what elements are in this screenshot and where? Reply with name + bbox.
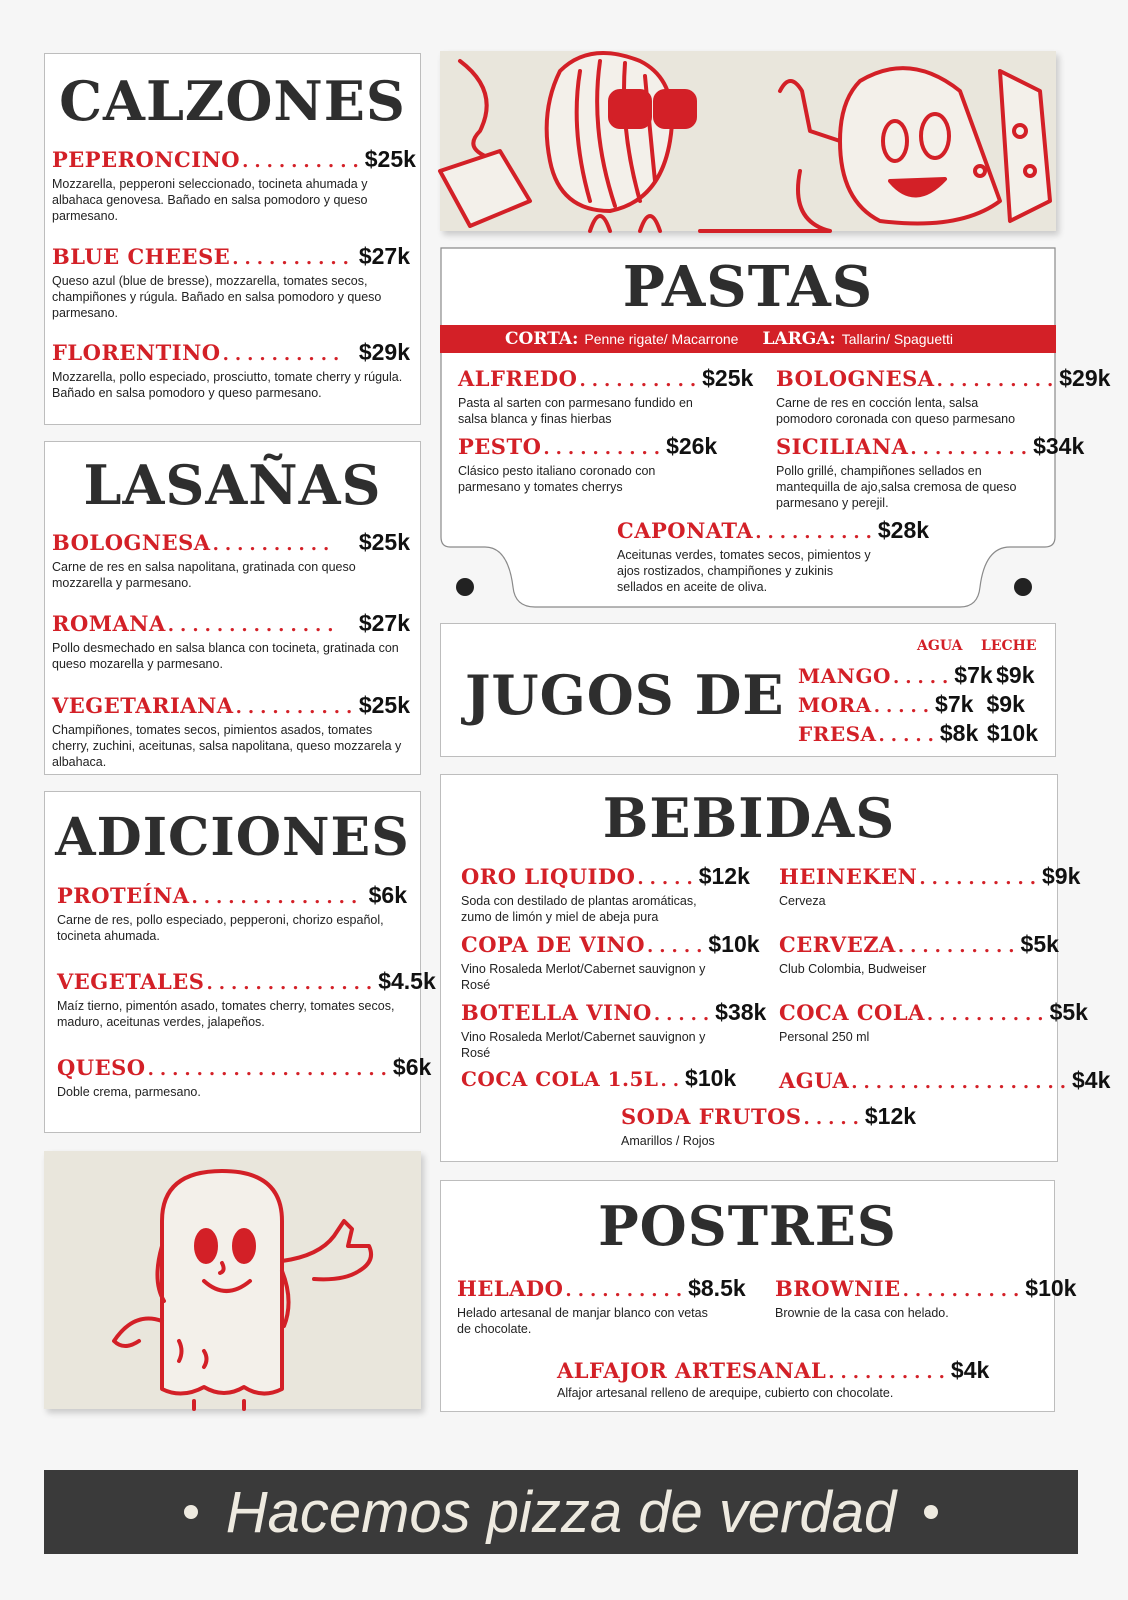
price-leche: $9k [996, 662, 1035, 688]
menu-item: COCA COLA .......... $5k Personal 250 ml [779, 999, 1088, 1044]
menu-item: SICILIANA .......... $34k Pollo grillé, champiñones sellados en mantequilla de ajo,salsa cremosa de queso parmesano y perejil. [776, 433, 1085, 510]
item-description: Pollo desmechado en salsa blanca con tocineta, gratinada con queso mozarella y parmesano. [52, 641, 399, 671]
pasta-cheese-illustration [440, 51, 1056, 231]
item-price: $27k [358, 243, 410, 269]
item-name: BROWNIE [775, 1276, 901, 1301]
adiciones-title: ADICIONES [55, 807, 410, 868]
lasanas-section [44, 441, 421, 775]
corta-label: CORTA: [505, 329, 579, 349]
menu-item: BLUE CHEESE .......... $27k Queso azul (blue de bresse), mozzarella, tomates secos, champiñones y rúgula. Bañado en salsa pomodoro y queso parmesano. [52, 243, 410, 320]
jugos-col-leche: LECHE [981, 638, 1037, 654]
item-price: $27k [358, 610, 410, 636]
menu-item: HELADO .......... $8.5k Helado artesanal de manjar blanco con vetas de chocolate. [457, 1275, 746, 1336]
menu-item: ALFAJOR ARTESANAL .......... $4k Alfajor artesanal relleno de arequipe, cubierto con chocolate. [557, 1357, 990, 1400]
item-name: VEGETARIANA [52, 693, 234, 718]
slogan-banner [44, 1470, 1078, 1554]
menu-item: VEGETARIANA .......... $25k Champiñones, tomates secos, pimientos asados, tomates cherry, zuchini, aceitunas, salsa napolitana, queso mozzarela y albahaca. [52, 692, 410, 769]
item-name: HELADO [457, 1276, 564, 1301]
menu-item: ALFREDO .......... $25k Pasta al sarten con parmesano fundido en salsa blanca y finas hierbas [458, 365, 754, 426]
item-price: $10k [685, 1065, 737, 1091]
item-name: COCA COLA [779, 1000, 925, 1025]
item-price: $29k [358, 339, 410, 365]
item-name: PROTEÍNA [57, 883, 190, 908]
price-leche: $9k [986, 691, 1025, 717]
item-description: Personal 250 ml [779, 1030, 870, 1044]
item-price: $5k [1049, 999, 1088, 1025]
item-name: PESTO [458, 434, 542, 459]
menu-item: BROWNIE .......... $10k Brownie de la casa con helado. [775, 1275, 1077, 1320]
item-name: CAPONATA [617, 518, 754, 543]
item-price: $6k [368, 882, 407, 908]
menu-item: ORO LIQUIDO ..... $12k Soda con destilado de plantas aromáticas, zumo de limón y miel de abeja pura [461, 863, 750, 924]
corta-text: Penne rigate/ Macarrone [584, 331, 739, 347]
item-name: MANGO [798, 664, 891, 688]
item-name: QUESO [57, 1055, 146, 1080]
item-price: $6k [392, 1054, 432, 1080]
item-description: Cerveza [779, 894, 826, 908]
menu-item: CAPONATA .......... $28k Aceitunas verdes, tomates secos, pimientos y ajos rostizados, champiñones y zukinis sellados en aceite de oliva. [617, 517, 930, 594]
item-description: Clásico pesto italiano coronado con parmesano y tomates cherrys [458, 464, 656, 494]
jugos-title: JUGOS DE [465, 663, 785, 727]
item-description: Vino Rosaleda Merlot/Cabernet sauvignon y Rosé [461, 962, 706, 992]
item-description: Mozzarella, pollo especiado, prosciutto, tomate cherry y rúgula. Bañado en salsa pomodoro y queso parmesano. [52, 370, 403, 400]
larga-label: LARGA: [762, 329, 836, 349]
item-description: Soda con destilado de plantas aromáticas, zumo de limón y miel de abeja pura [461, 894, 697, 924]
item-name: VEGETALES [57, 969, 205, 994]
menu-item: HEINEKEN .......... $9k Cerveza [779, 863, 1081, 908]
larga-text: Tallarin/ Spaguetti [841, 331, 954, 347]
item-price: $25k [702, 365, 754, 391]
item-description: Carne de res en cocción lenta, salsa pomodoro coronada con queso parmesano [776, 396, 1016, 426]
menu-item: AGUA .................. $4k [779, 1067, 1111, 1093]
item-description: Carne de res, pollo especiado, pepperoni, chorizo español, tocineta ahumada. [57, 913, 384, 943]
item-name: BOLOGNESA [52, 530, 211, 555]
item-description: Champiñones, tomates secos, pimientos asados, tomates cherry, zuchini, aceitunas, salsa napolitana, queso mozzarela y albahaca. [52, 723, 402, 769]
pasta-cheese-characters-icon [440, 51, 1056, 231]
item-price: $4k [950, 1357, 990, 1383]
bebidas-title: BEBIDAS [602, 786, 896, 850]
menu-item: BOLOGNESA .......... $25k Carne de res en salsa napolitana, gratinada con queso mozzarella y parmesano. [52, 529, 410, 590]
item-description: Pollo grillé, champiñones sellados en mantequilla de ajo,salsa cremosa de queso parmesano y perejil. [776, 464, 1017, 510]
ice-cream-illustration [44, 1151, 421, 1409]
item-price: $12k [864, 1103, 917, 1129]
menu-item: FLORENTINO .......... $29k Mozzarella, pollo especiado, prosciutto, tomate cherry y rúgula. Bañado en salsa pomodoro y queso parmesano. [52, 339, 410, 400]
item-description: Carne de res en salsa napolitana, gratinada con queso mozzarella y parmesano. [52, 560, 356, 590]
price-agua: $7k [935, 691, 974, 717]
item-description: Pasta al sarten con parmesano fundido en salsa blanca y finas hierbas [458, 396, 693, 426]
calzones-section [44, 53, 421, 425]
item-description: Club Colombia, Budweiser [779, 962, 927, 976]
menu-item: PESTO .......... $26k Clásico pesto italiano coronado con parmesano y tomates cherrys [458, 433, 718, 494]
item-name: COPA DE VINO [461, 932, 646, 957]
item-description: Doble crema, parmesano. [57, 1085, 201, 1099]
item-description: Mozzarella, pepperoni seleccionado, tocineta ahumada y albahaca genovesa. Bañado en salsa pomodoro y queso parmesano. [52, 177, 368, 223]
item-name: SODA FRUTOS [621, 1104, 802, 1129]
item-name: BOTELLA VINO [461, 1000, 652, 1025]
menu-item: BOLOGNESA .......... $29k Carne de res en cocción lenta, salsa pomodoro coronada con queso parmesano [776, 365, 1111, 426]
ice-cream-character-icon [44, 1151, 421, 1409]
item-price: $25k [358, 692, 410, 718]
item-name: BLUE CHEESE [52, 244, 231, 269]
menu-item: VEGETALES .............. $4.5k Maíz tierno, pimentón asado, tomates cherry, tomates secos, maduro, aceitunas verdes, jalapeños. [57, 968, 436, 1029]
item-price: $28k [877, 517, 930, 543]
postres-title: POSTRES [598, 1194, 897, 1258]
item-price: $4k [1072, 1067, 1111, 1093]
item-name: MORA [798, 693, 872, 717]
item-price: $29k [1059, 365, 1111, 391]
item-name: ORO LIQUIDO [461, 864, 636, 889]
item-name: FRESA [798, 722, 877, 746]
item-price: $38k [715, 999, 767, 1025]
item-description: Amarillos / Rojos [621, 1134, 715, 1148]
calzones-title: CALZONES [59, 69, 406, 133]
item-price: $26k [666, 433, 718, 459]
item-name: FLORENTINO [52, 340, 221, 365]
juice-row: MORA ..... $7k $9k [798, 691, 1038, 718]
item-description: Helado artesanal de manjar blanco con vetas de chocolate. [457, 1306, 708, 1336]
menu-item: BOTELLA VINO ..... $38k Vino Rosaleda Merlot/Cabernet sauvignon y Rosé [461, 999, 767, 1060]
price-agua: $7k [954, 662, 993, 688]
menu-item: QUESO .................... $6k Doble crema, parmesano. [57, 1054, 432, 1099]
item-description: Aceitunas verdes, tomates secos, pimientos y ajos rostizados, champiñones y zukinis sellados en aceite de oliva. [617, 548, 871, 594]
adiciones-section [44, 791, 436, 1133]
item-price: $25k [364, 146, 416, 172]
item-price: $9k [1042, 863, 1081, 889]
pastas-section [440, 247, 1111, 607]
slogan-text: Hacemos pizza de verdad [225, 1479, 897, 1545]
item-name: AGUA [779, 1068, 850, 1093]
item-name: ALFREDO [458, 366, 578, 391]
item-price: $34k [1033, 433, 1085, 459]
jugos-col-agua: AGUA [917, 638, 963, 654]
bullet-icon [184, 1505, 198, 1519]
juice-row: FRESA ..... $8k $10k [798, 720, 1038, 746]
menu-item: SODA FRUTOS ..... $12k Amarillos / Rojos [621, 1103, 917, 1148]
item-description: Vino Rosaleda Merlot/Cabernet sauvignon y Rosé [461, 1030, 706, 1060]
postres-section [440, 1180, 1077, 1412]
item-price: $10k [708, 931, 760, 957]
item-name: CERVEZA [779, 932, 896, 957]
item-price: $12k [698, 863, 750, 889]
item-description: Maíz tierno, pimentón asado, tomates cherry, tomates secos, maduro, aceitunas verdes, jalapeños. [57, 999, 395, 1029]
menu-item: COPA DE VINO ..... $10k Vino Rosaleda Merlot/Cabernet sauvignon y Rosé [461, 931, 760, 992]
item-price: $4.5k [378, 968, 436, 994]
item-name: SICILIANA [776, 434, 909, 459]
menu-item: COCA COLA 1.5L .. $10k [461, 1065, 737, 1091]
menu-item: PROTEÍNA .............. $6k Carne de res, pollo especiado, pepperoni, chorizo español, tocineta ahumada. [57, 882, 407, 943]
item-price: $5k [1020, 931, 1059, 957]
item-description: Brownie de la casa con helado. [775, 1306, 949, 1320]
item-description: Alfajor artesanal relleno de arequipe, cubierto con chocolate. [557, 1386, 894, 1400]
price-agua: $8k [939, 720, 979, 746]
item-name: COCA COLA 1.5L [461, 1067, 659, 1091]
item-name: BOLOGNESA [776, 366, 935, 391]
item-price: $10k [1025, 1275, 1077, 1301]
item-name: HEINEKEN [779, 864, 918, 889]
item-price: $8.5k [688, 1275, 746, 1301]
menu-item: CERVEZA .......... $5k Club Colombia, Budweiser [779, 931, 1059, 976]
lasanas-title: LASAÑAS [83, 453, 382, 517]
item-price: $25k [358, 529, 410, 555]
menu-item: ROMANA .............. $27k Pollo desmechado en salsa blanca con tocineta, gratinada con queso mozarella y parmesano. [52, 610, 410, 671]
bullet-icon [924, 1505, 938, 1519]
jugos-section [440, 623, 1056, 757]
item-description: Queso azul (blue de bresse), mozzarella, tomates secos, champiñones y rúgula. Bañado en salsa pomodoro y queso parmesano. [52, 274, 382, 320]
menu-item: PEPERONCINO .......... $25k Mozzarella, pepperoni seleccionado, tocineta ahumada y albahaca genovesa. Bañado en salsa pomodoro y queso parmesano. [52, 146, 416, 223]
item-name: ALFAJOR ARTESANAL [557, 1358, 827, 1383]
pasta-types-bar [440, 325, 1056, 353]
bebidas-section [440, 774, 1111, 1162]
price-leche: $10k [986, 720, 1038, 746]
item-name: PEPERONCINO [52, 147, 241, 172]
pastas-title: PASTAS [622, 254, 874, 320]
juice-row: MANGO ..... $7k $9k [798, 662, 1038, 689]
item-name: ROMANA [52, 611, 166, 636]
